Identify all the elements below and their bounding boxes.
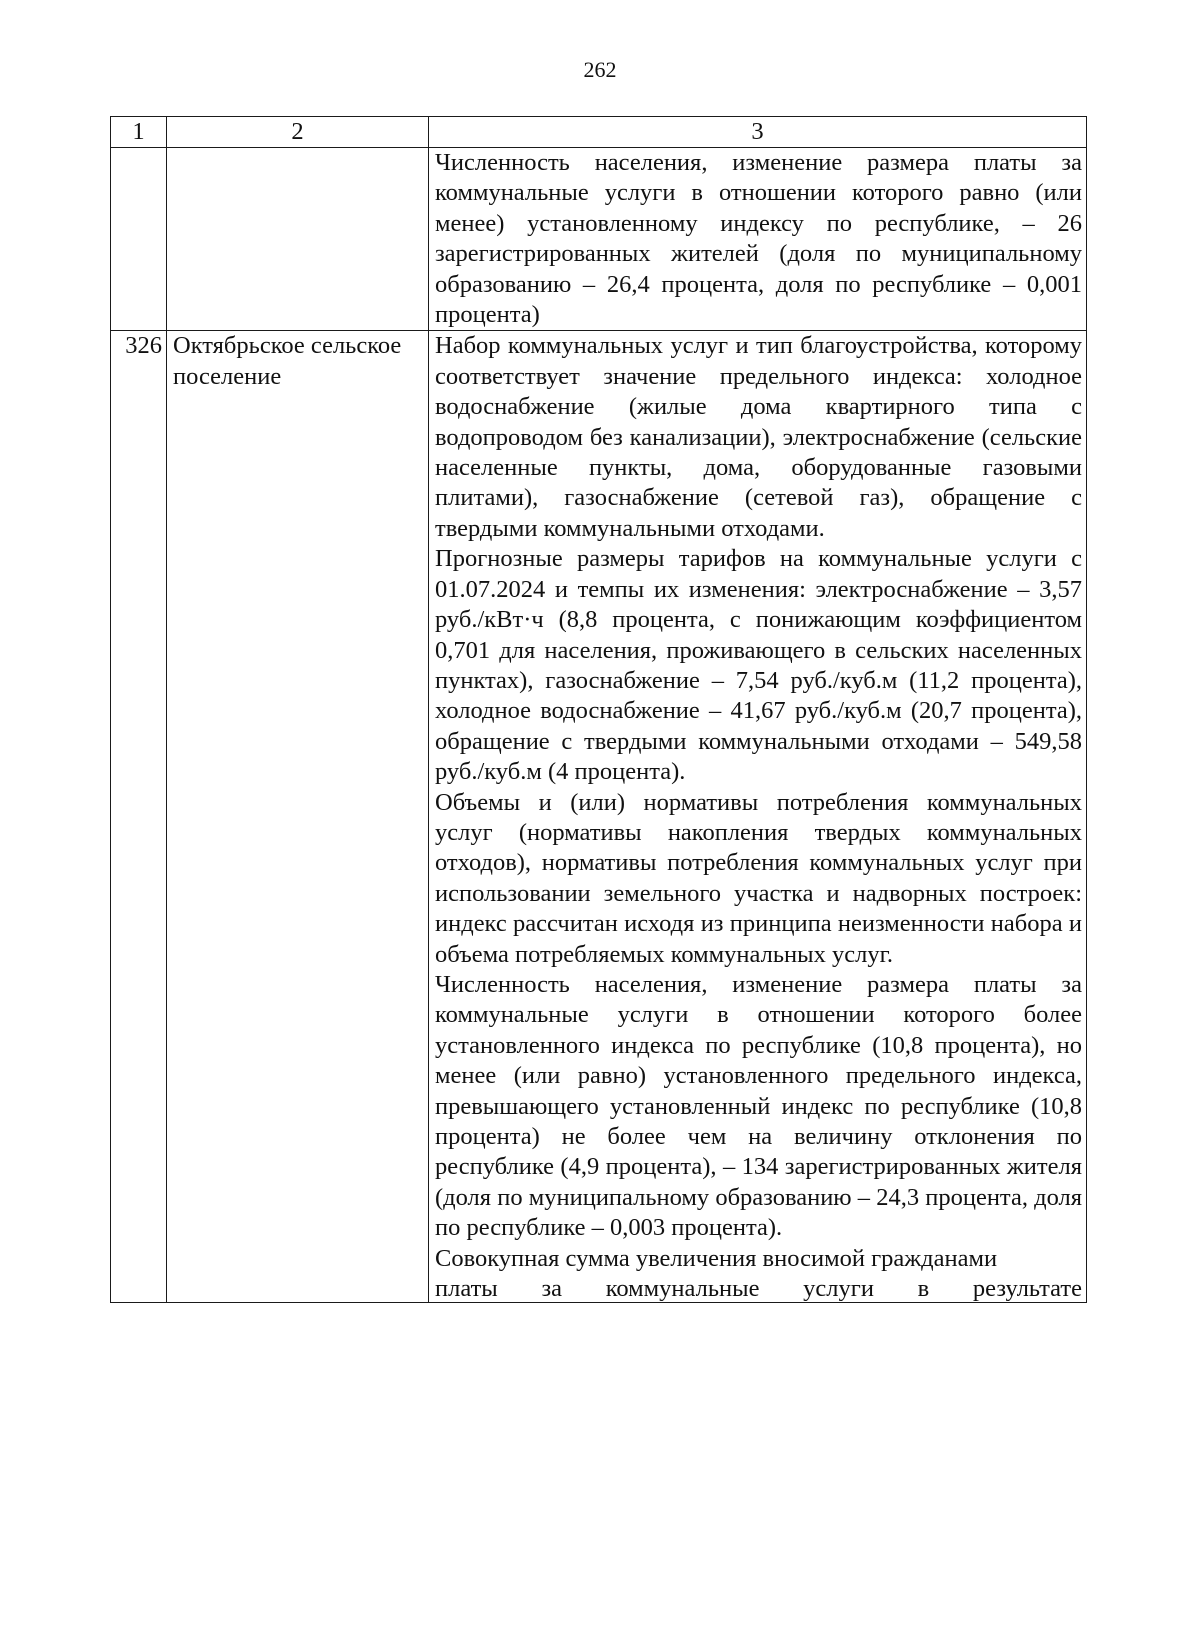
- description-cell: [429, 331, 1087, 1303]
- table-row-326: [111, 331, 1087, 1303]
- document-table: [110, 116, 1087, 1303]
- row-number-cell: 326: [111, 331, 167, 1303]
- row-number-cell: [111, 148, 167, 331]
- description-paragraph: Прогнозные размеры тарифов на коммунальные услуги с 01.07.2024 и темпы их изменения: электроснабжение – 3,57 руб./кВт·ч (8,8 процента, с понижающим коэффициентом 0,701 для населения, проживающего в сельских населенных пунктах), газоснабжение – 7,54 руб./куб.м (11,2 процента), холодное водоснабжение – 41,67 руб./куб.м (20,7 процента), обращение с твердыми коммунальными отходами – 549,58 руб./куб.м (4 процента).: [435, 545, 1082, 786]
- description-paragraph: Численность населения, изменение размера платы за коммунальные услуги в отношении которого более установленного индекса по республике (10,8 процента), но менее (или равно) установленного предельного индекса, превышающего установленный индекс по республике (10,8 процента) не более чем на величину отклонения по республике (4,9 процента), – 134 зарегистрированных жителя (доля по муниципальному образованию – 24,3 процента, доля по республике – 0,003 процента).: [435, 970, 1082, 1242]
- column-header-1: 1: [111, 117, 167, 148]
- municipality-name-cell: [167, 148, 429, 331]
- table-row-continuation: [111, 148, 1087, 331]
- municipality-name-cell: Октябрьское сельское поселение: [167, 331, 429, 1303]
- cut-off-line: [435, 1274, 1082, 1302]
- column-header-3: 3: [429, 117, 1087, 148]
- column-header-2: 2: [167, 117, 429, 148]
- description-paragraph: Набор коммунальных услуг и тип благоустройства, которому соответствует значение предельного индекса: холодное водоснабжение (жилые дома квартирного типа с водопроводом без канализации), электроснабжение (сельские населенные пункты, дома, оборудованные газовыми плитами), газоснабжение (сетевой газ), обращение с твердыми коммунальными отходами.: [435, 332, 1082, 542]
- page-number: 262: [583, 57, 617, 82]
- table-header-row: [111, 117, 1087, 148]
- description-paragraph: Численность населения, изменение размера платы за коммунальные услуги в отношении которого равно (или менее) установленному индексу по республике, – 26 зарегистрированных жителей (доля по муниципальному образованию – 26,4 процента, доля по республике – 0,001 процента): [435, 149, 1082, 329]
- cut-off-line-text: платы за коммунальные услуги в результате: [435, 1275, 1082, 1303]
- description-cell: [429, 148, 1087, 331]
- description-paragraph: Совокупная сумма увеличения вносимой гражданами: [435, 1244, 998, 1272]
- description-paragraph: Объемы и (или) нормативы потребления коммунальных услуг (нормативы накопления твердых коммунальных отходов), нормативы потребления коммунальных услуг при использовании земельного участка и надворных построек: индекс рассчитан исходя из принципа неизменности набора и объема потребляемых коммунальных услуг.: [435, 788, 1082, 968]
